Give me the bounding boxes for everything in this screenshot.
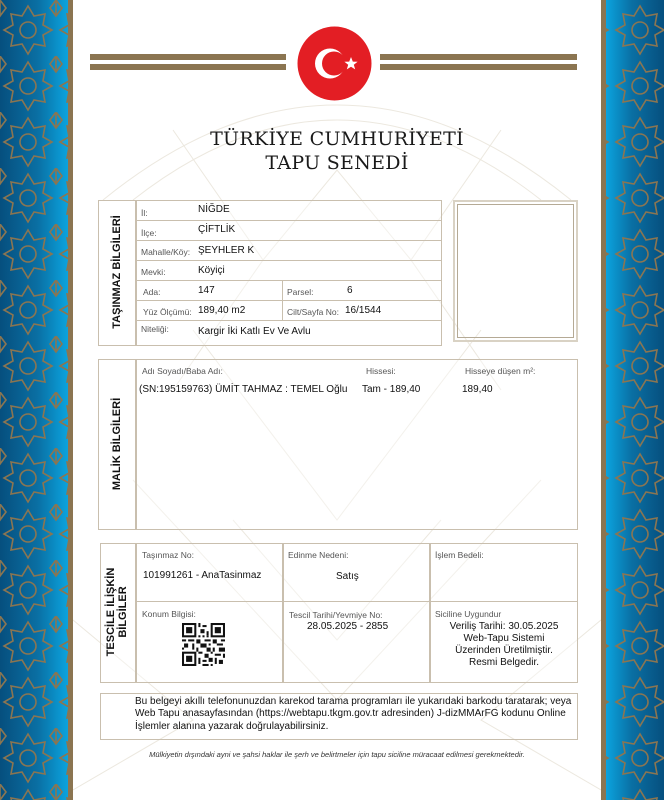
verification-note-text: Bu belgeyi akıllı telefonunuzdan karekod tarama programları ile yukarıdaki barkodu taratarak; veya Web Tapu anasayfasından (https://webtapu.tkgm.gov.tr adresinden) J-dizMMArFG kodunu Online İşlemler alanına yazarak doğrulayabilirsiniz. [135,696,572,732]
mevki-value: Köyiçi [198,265,225,276]
malik-section-label: MALİK BİLGİLERİ [111,397,123,491]
document-subtitle: TAPU SENEDİ [265,152,409,174]
nitelik-label: Niteliği: [141,324,169,334]
ornamental-border-left [0,0,68,800]
verilis-info [430,621,578,669]
owner-name-column-header: Adı Soyadı/Baba Adı: [142,366,223,376]
header-stripes-left [90,54,286,71]
siciline-uygundur-label: Siciline Uygundur [435,609,502,619]
resmi-belge-line: Resmi Belgedir. [468,657,540,668]
yuzolcumu-value: 189,40 m2 [198,305,246,316]
gold-border-line-right [601,0,606,800]
ilce-value: ÇİFTLİK [198,224,236,235]
photo-frame-inner [457,204,574,338]
konum-bilgisi-label: Konum Bilgisi: [142,609,196,619]
header-stripes-right [380,54,577,71]
web-tapu-line: Web-Tapu Sistemi [463,633,545,644]
owner-share-area: 189,40 [462,384,493,395]
verilis-tarihi: Veriliş Tarihi: 30.05.2025 [449,621,559,632]
mahalle-label: Mahalle/Köy: [141,247,191,257]
document-title: TÜRKİYE CUMHURİYETİ [210,128,464,150]
cilt-sayfa-value: 16/1544 [345,305,382,316]
share-area-column-header: Hisseye düşen m²: [465,366,536,376]
footer-disclaimer: Mülkiyetin dışındaki ayni ve şahsi haklar ile şerh ve belirtmeler için tapu siciline müracaat edilmesi gerekmektedir. [149,750,525,759]
cilt-sayfa-label: Cilt/Sayfa No: [287,307,339,317]
turkish-flag-crescent-star-icon [297,26,372,101]
uretilmistir-line: Üzerinden Üretilmiştir. [455,645,553,656]
edinme-nedeni-label: Edinme Nedeni: [288,550,349,560]
il-label: İl: [141,208,148,218]
tasinmaz-no-label: Taşınmaz No: [142,550,194,560]
qr-code-icon[interactable] [182,623,225,666]
share-column-header: Hissesi: [366,366,396,376]
gold-border-line-left [68,0,73,800]
owner-name: (SN:195159763) ÜMİT TAHMAZ : TEMEL Oğlu [139,384,348,395]
mevki-label: Mevki: [141,267,166,277]
il-value: NİĞDE [198,204,230,215]
tescil-section-label: TESCİLE İLİŞKİN BİLGİLER [105,567,129,657]
tescil-tarihi-value: 28.05.2025 - 2855 [307,621,389,632]
yuzolcumu-label: Yüz Ölçümü: [143,307,192,317]
parsel-label: Parsel: [287,287,314,297]
tasinmaz-no-value: 101991261 - AnaTasinmaz [143,570,262,581]
ilce-label: İlçe: [141,228,157,238]
owner-share: Tam - 189,40 [362,384,421,395]
islem-bedeli-label: İşlem Bedeli: [435,550,484,560]
tescil-tarihi-label: Tescil Tarihi/Yevmiye No: [289,610,383,620]
parsel-value: 6 [347,285,353,296]
mahalle-value: ŞEYHLER K [198,245,255,256]
nitelik-value: Kargir İki Katlı Ev Ve Avlu [198,326,311,337]
ornamental-border-right [606,0,664,800]
ada-value: 147 [198,285,215,296]
ada-label: Ada: [143,287,161,297]
edinme-nedeni-value: Satış [336,571,359,582]
tasinmaz-section-label: TAŞINMAZ BİLGİLERİ [111,215,123,329]
